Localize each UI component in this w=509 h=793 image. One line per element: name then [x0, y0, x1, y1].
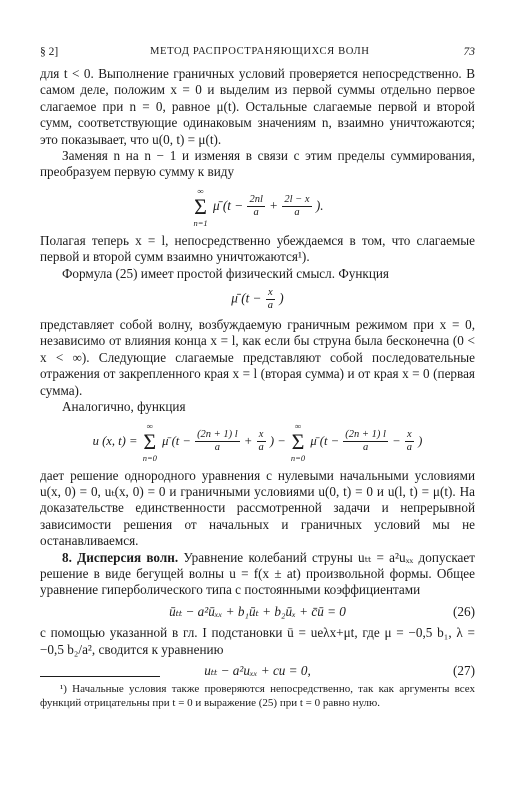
paragraph-analogously: Аналогично, функция [62, 399, 186, 415]
paragraph-homogeneous-solution: дает решение однородного уравнения с нулевыми начальными условиями u(x, 0) = 0, uₜ(x, 0) = 0 и граничными условиями u(0, t) = 0 и u(l, t) = μ(t). На доказательстве единственности рассмотренной задачи и непрерывной зависимости решения от начальных и граничных условий мы не останавливаемся. [40, 467, 475, 549]
fraction: $\frac{x}{a}$ [267, 287, 273, 312]
sum-symbol: ∞ Σ n=1 [193, 185, 208, 228]
page-body [40, 66, 475, 684]
equation-shifted-sum: ∞ Σ n=1 μ̄ (t − $\frac{2nl}{a}$ + $\frac{2l - x}{a}$ ). [193, 185, 324, 228]
paragraph-index-shift: Заменяя n на n − 1 и изменяя в связи с этим пределы суммирования, преобразуем первую сумму к виду [40, 148, 475, 180]
equation-27: uₜₜ − a²uₓₓ + cu = 0, (27) [204, 662, 475, 678]
paragraph-physical-meaning: Формула (25) имеет простой физический смысл. Функция [62, 265, 389, 281]
paragraph-dispersion: 8. Дисперсия волн. Уравнение колебаний струны uₜₜ = a²uₓₓ допускает решение в виде бегущей волны u = f(x ± at) произвольной формы. Общее уравнение гиперболического типа с постоянными коэффициентами [40, 549, 475, 598]
fraction: $\frac{x}{a}$ [258, 429, 264, 453]
fraction: $\frac{2nl}{a}$ [249, 194, 263, 219]
equation-wave-function: μ̄ (t − $\frac{x}{a}$ ) [231, 287, 284, 312]
chapter-title: МЕТОД РАСПРОСТРАНЯЮЩИХСЯ ВОЛН [150, 46, 370, 57]
equation-number: (27) [453, 662, 475, 678]
paragraph-cancellation: Полагая теперь x = l, непосредственно убеждаемся в том, что слагаемые первой и второй сумм взаимно уничтожаются¹). [40, 232, 475, 265]
fraction: $\frac{2l - x}{a}$ [284, 194, 310, 219]
equation-u-series: u (x, t) = ∞ Σ n=0 μ̄ (t − $\frac{(2n + 1) l}{a}$ + $\frac{x}{a}$ ) − ∞ Σ n=0 μ̄ (t − $\frac{(2n + 1) l}{a}$ − $\frac{x}{a}$ ) [92, 420, 423, 463]
running-header [40, 44, 475, 60]
paragraph-substitution: с помощью указанной в гл. I подстановки ū = ueλx+μt, где μ = −0,5 b₁, λ = −0,5 b₂/a², сводится к уравнению [40, 625, 475, 657]
equation-26: ūₜₜ − a²ūₓₓ + b₁ūₜ + b₂ūₓ + c̄ū = 0 (26) [169, 603, 475, 619]
page-number: 73 [463, 46, 475, 58]
footnote: ¹) Начальные условия также проверяются непосредственно, так как аргументы всех функций отрицательны при t = 0 и выражение (25) при t = 0 равно нулю. [40, 683, 475, 709]
paragraph-boundary-check: для t < 0. Выполнение граничных условий проверяется непосредственно. В самом деле, положим x = 0 и выделим из первой суммы отдельно первое слагаемое при n = 0, равное μ(t). Остальные слагаемые первой и второй сумм, соответствующие одинаковым значениям n, взаимно уничтожаются; это показывает, что u(0, t) = μ(t). [40, 66, 475, 147]
fraction: $\frac{(2n + 1) l}{a}$ [197, 429, 238, 453]
sum-symbol: ∞ Σ n=0 [142, 420, 157, 463]
paragraph-reflections: представляет собой волну, возбуждаемую граничным режимом при x = 0, независимо от влияния конца x = l, как если бы струна была бесконечна (0 < x < ∞). Следующие слагаемые представляют собой последовательные отражения от закрепленного края x = l (вторая сумма) и от края x = 0 (первая сумма). [40, 317, 475, 398]
footnote-divider [40, 676, 160, 677]
fraction: $\frac{(2n + 1) l}{a}$ [345, 429, 386, 453]
fraction: $\frac{x}{a}$ [406, 429, 412, 453]
section-marker: § 2] [40, 46, 59, 58]
sum-symbol: ∞ Σ n=0 [290, 420, 306, 463]
equation-number: (26) [453, 603, 475, 619]
section-heading: 8. Дисперсия волн. [62, 549, 179, 565]
